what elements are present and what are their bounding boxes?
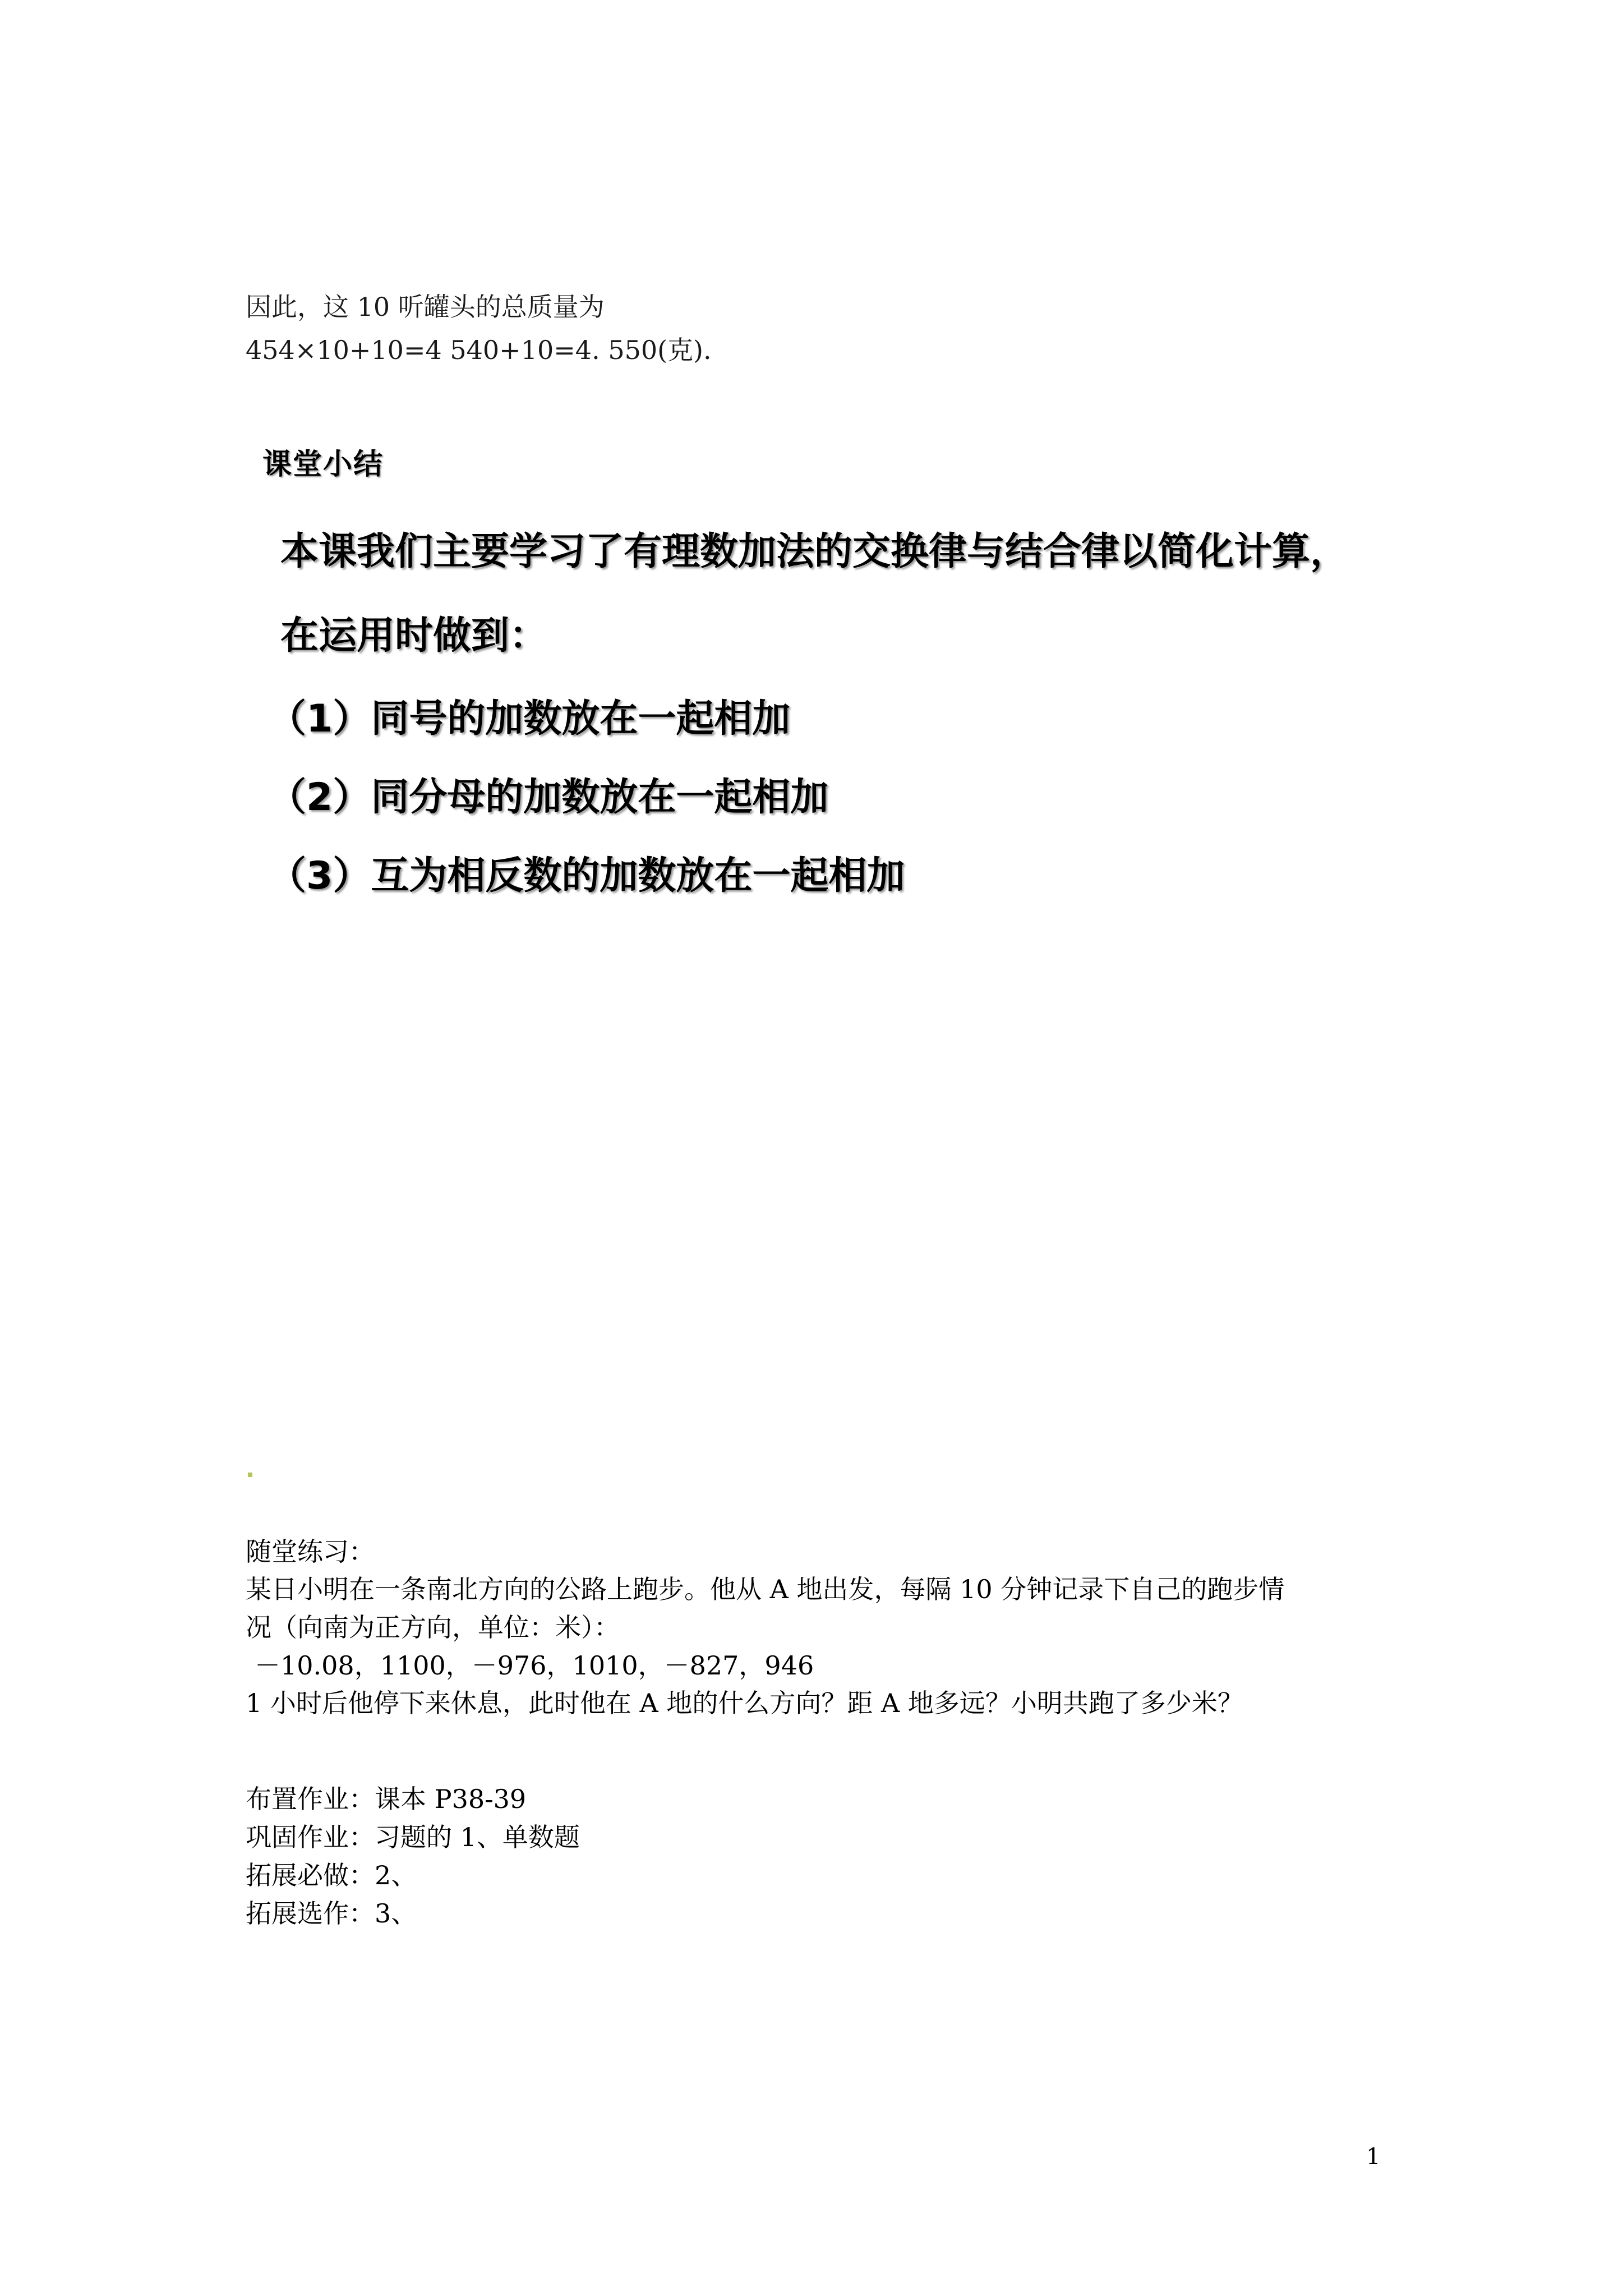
practice-text-line-2: 况（向南为正方向，单位：米）： xyxy=(246,1612,620,1642)
stray-mark xyxy=(248,1473,252,1477)
calculation-line-2: 454×10+10=4 540+10=4. 550(克). xyxy=(246,335,712,365)
homework-extend-optional: 拓展选作：3、 xyxy=(246,1898,417,1929)
summary-heading: 课堂小结 xyxy=(262,448,384,481)
practice-data-line: －10.08，1100，－976，1010，－827，946 xyxy=(255,1650,814,1681)
calculation-line-1: 因此，这 10 听罐头的总质量为 xyxy=(246,292,605,322)
summary-point-3: （3）互为相反数的加数放在一起相加 xyxy=(268,854,905,898)
summary-intro-line-1: 本课我们主要学习了有理数加法的交换律与结合律以简化计算， xyxy=(280,530,1349,574)
summary-point-1: （1）同号的加数放在一起相加 xyxy=(268,697,791,741)
homework-consolidate: 巩固作业：习题的 1、单数题 xyxy=(246,1822,580,1852)
practice-question: 1 小时后他停下来休息，此时他在 A 地的什么方向？距 A 地多远？小明共跑了多少米？ xyxy=(246,1688,1243,1718)
practice-text-line-1: 某日小明在一条南北方向的公路上跑步。他从 A 地出发，每隔 10 分钟记录下自己的跑步情 xyxy=(246,1574,1285,1604)
summary-point-2: （2）同分母的加数放在一起相加 xyxy=(268,775,829,820)
practice-label: 随堂练习： xyxy=(246,1536,375,1567)
page-number: 1 xyxy=(1366,2144,1381,2170)
homework-extend-required: 拓展必做：2、 xyxy=(246,1860,417,1890)
summary-intro-line-2: 在运用时做到： xyxy=(280,614,548,658)
homework-assign: 布置作业：课本 P38-39 xyxy=(246,1784,527,1814)
